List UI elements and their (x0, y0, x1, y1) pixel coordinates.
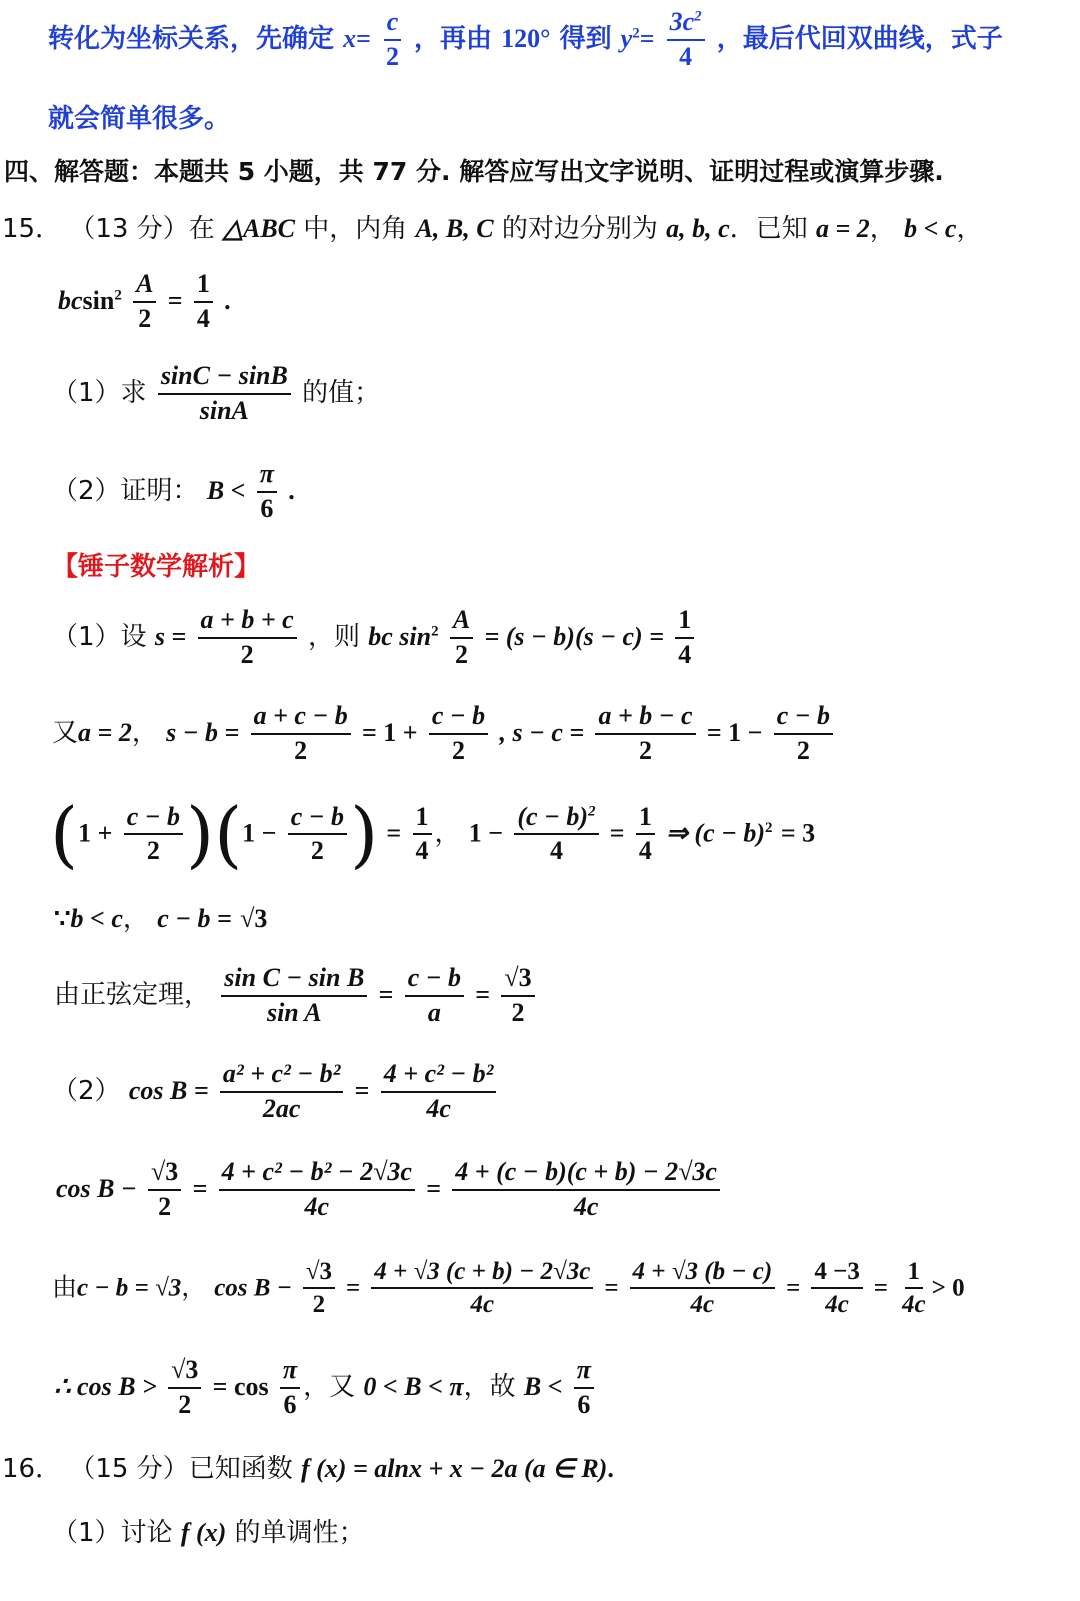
prev-frac-c-over-2: $\frac{c}{2}$ (383, 6, 402, 73)
solution-line-7: cos B − $\frac{√3}{2}$ = $\frac{\text{4 + c² − b² − 2√3c}}{4c}$ = $\frac{4 + (c - b)(c + b) - 2√3c}{4c}$ (56, 1156, 723, 1223)
solution-line-6: （2） cos B = $\frac{\text{a² + c² − b²}}{2ac}$ = $\frac{\text{4 + c² − b²}}{4c}$ (52, 1058, 499, 1125)
solution-line-3: (1 + $\frac{c - b}{2}$ )(1 − $\frac{c - b}{2}$ ) = $\frac{1}{4}$ ， 1 − $\frac{(c - b)^2}{4}$ = $\frac{1}{4}$ ⇒ $(c - b)^2 = 3$ (50, 792, 816, 876)
prev-solution-line-1: 转化为坐标关系，先确定 x= $\frac{c}{2}$ ，再由 120° 得到 $y^2=$ $\frac{3c^2}{4}$ ，最后代回双曲线，式子 (48, 6, 1003, 73)
solution-line-4: ∵b < c， c − b = √3 (54, 904, 268, 934)
q15-number: 15． (2, 214, 62, 244)
prev-text-d: ，最后代回双曲线，式子 (716, 24, 1003, 54)
q15-part1: （1）求 $\frac{\sin C - \sin B}{\sin A}$ 的值； (52, 361, 381, 425)
solution-line-2: 又a = 2， s − b = $\frac{a + c - b}{2}$ = 1 + $\frac{c - b}{2}$ , s − c = $\frac{a + b - c}{2}$ = 1 − $\frac{c - b}{2}$ (52, 700, 836, 767)
solution-line-5: 由正弦定理， $\frac{\text{sin C − sin B}}{\text{sin A}}$ = $\frac{c - b}{a}$ = $\frac{√3}{2}$ (54, 962, 538, 1029)
q15-part2: （2）证明： B < $\frac{\pi}{6}$ . (52, 459, 295, 523)
solution-line-1: （1）设 s = $\frac{a + b + c}{2}$ ，则 bc $\sin^2$ $\frac{A}{2}$ = (s − b)(s − c) = $\frac{1}{4}$ (52, 604, 697, 671)
solution-line-9: ∴ cos B > $\frac{√3}{2}$ = cos $\frac{\pi}{6}$ ，又 0 < B < π，故 B < $\frac{\pi}{6}$ (54, 1354, 597, 1421)
solution-line-8: 由c − b = √3， cos B − $\frac{√3}{2}$ = $\frac{4 + √3 (c + b) - 2√3c}{4c}$ = $\frac{4 + √3 (b - c)}{4c}$ = $\frac{4 -3}{4c}$ = $\frac{1}{4c}$ > 0 (52, 1258, 965, 1319)
q16-part1: （1）讨论 f (x) 的单调性； (52, 1518, 365, 1548)
solution-heading: 【锤子数学解析】 (52, 552, 261, 582)
prev-text-a: 转化为坐标关系，先确定 (48, 24, 335, 54)
q16-number: 16． (2, 1454, 62, 1484)
q15-stem: 15． （13 分）在 △ABC 中，内角 A, B, C 的对边分别为 a, b, c．已知 a = 2， b < c， (2, 214, 983, 244)
prev-solution-line-2: 就会简单很多。 (48, 104, 231, 134)
section-heading: 四、解答题：本题共 5 小题，共 77 分. 解答应写出文字说明、证明过程或演算步骤. (4, 157, 944, 186)
q16-stem: 16． （15 分）已知函数 f (x) = alnx + x − 2a (a ∈ R). (2, 1454, 614, 1484)
prev-text-c: 得到 (559, 24, 612, 54)
prev-frac-3c2-over-4: $\frac{3c^2}{4}$ (667, 6, 705, 73)
q15-given: bcsin$^2$ $\frac{A}{2}$ = $\frac{1}{4}$ . (58, 269, 231, 333)
prev-text-b: ，再由 (414, 24, 493, 54)
